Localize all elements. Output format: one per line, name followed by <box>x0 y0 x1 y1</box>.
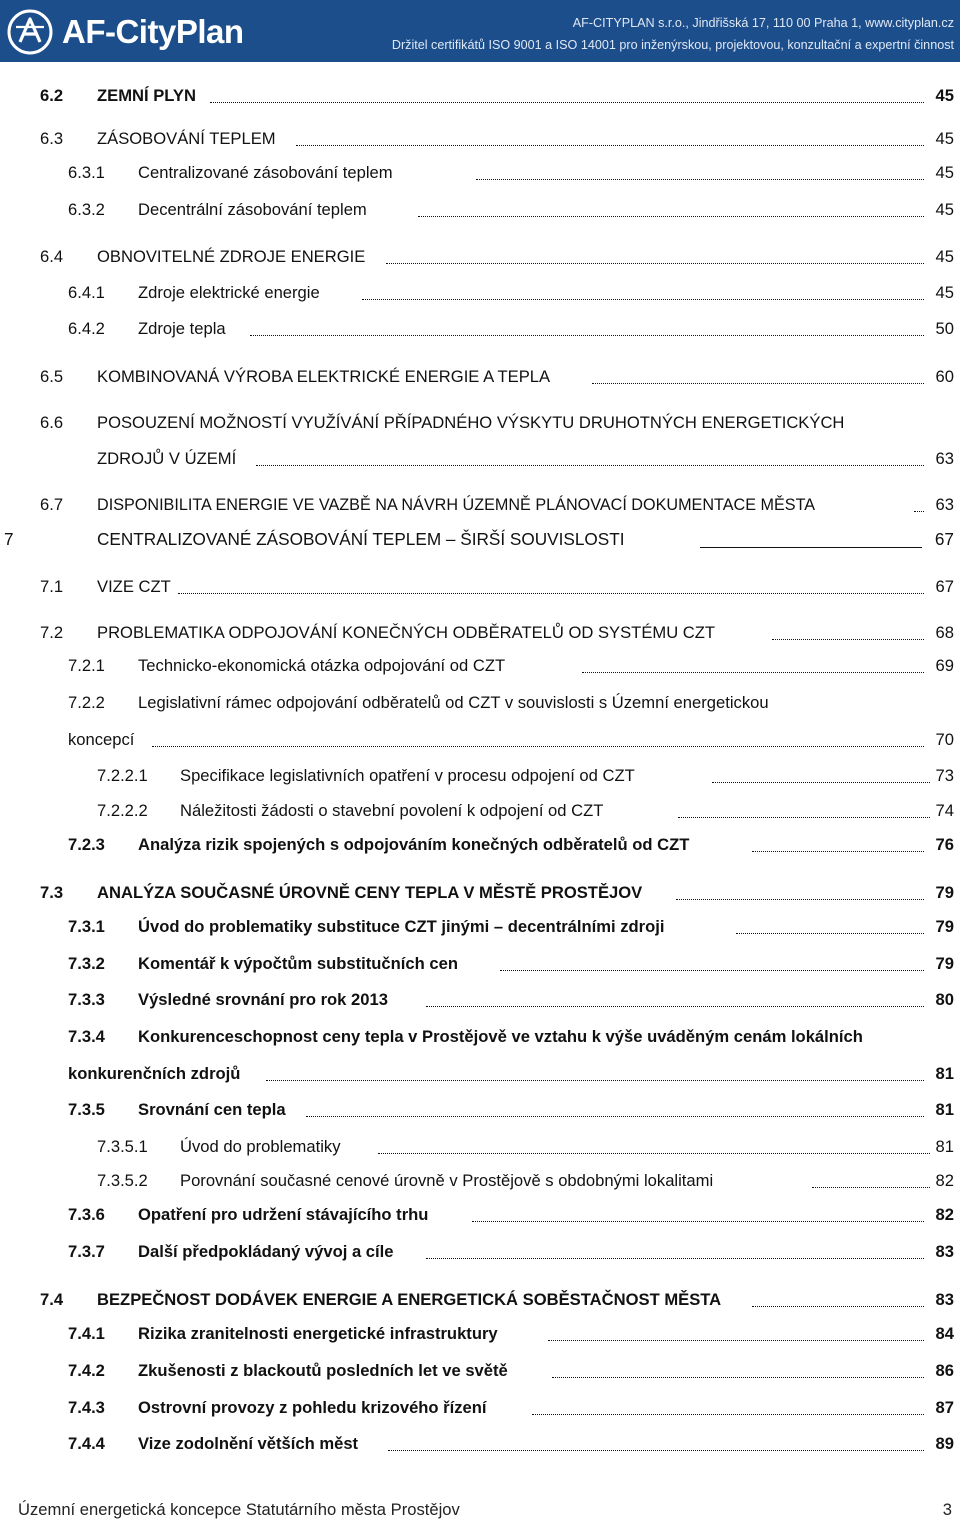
toc-entry[interactable] <box>0 244 960 270</box>
toc-title: Vize zodolnění větších měst <box>138 1434 359 1453</box>
company-address: AF-CITYPLAN s.r.o., Jindřišská 17, 110 00 Praha 1, www.cityplan.cz <box>572 16 954 30</box>
toc-title: Další předpokládaný vývoj a cíle <box>138 1242 394 1261</box>
toc-entry[interactable] <box>0 410 960 436</box>
toc-number: 7.3.5.2 <box>97 1171 148 1190</box>
toc-title: Komentář k výpočtům substitučních cen <box>138 954 458 973</box>
dot-leader <box>752 1306 924 1307</box>
toc-entry[interactable] <box>0 316 960 342</box>
toc-number: 6.4 <box>40 247 64 266</box>
toc-entry[interactable] <box>0 126 960 152</box>
toc-number: 7.2.1 <box>68 656 105 675</box>
toc-entry[interactable] <box>0 1134 960 1160</box>
toc-number: 7.2 <box>40 623 64 642</box>
dot-leader <box>678 817 930 818</box>
toc-entry[interactable] <box>0 280 960 306</box>
toc-number: 7.3.2 <box>68 954 105 973</box>
toc-entry[interactable] <box>0 160 960 186</box>
toc-page: 87 <box>935 1398 954 1417</box>
toc-number: 7.1 <box>40 577 64 596</box>
toc-page: 45 <box>935 86 954 105</box>
dot-leader <box>676 899 924 900</box>
toc-entry[interactable] <box>0 1321 960 1347</box>
dot-leader <box>418 216 924 217</box>
toc-page: 79 <box>935 954 954 973</box>
toc-number: 7.3.4 <box>68 1027 105 1046</box>
toc-title-continued: koncepcí <box>68 730 135 749</box>
toc-page: 81 <box>935 1064 954 1083</box>
toc-number: 6.3.1 <box>68 163 105 182</box>
toc-title: Konkurenceschopnost ceny tepla v Prostějově ve vztahu k výše uváděným cenám lokálních <box>138 1027 863 1046</box>
toc-title: Ostrovní provozy z pohledu krizového řízení <box>138 1398 487 1417</box>
toc-number: 7.2.2.2 <box>97 801 148 820</box>
toc-page: 45 <box>935 200 954 219</box>
toc-number: 7.4.2 <box>68 1361 105 1380</box>
toc-title: PROBLEMATIKA ODPOJOVÁNÍ KONEČNÝCH ODBĚRATELŮ OD SYSTÉMU CZT <box>97 623 716 642</box>
toc-entry[interactable] <box>0 574 960 600</box>
toc-number: 7.2.2 <box>68 693 105 712</box>
toc-entry[interactable] <box>0 763 960 789</box>
toc-number: 6.3.2 <box>68 200 105 219</box>
toc-number: 7.4.1 <box>68 1324 105 1343</box>
toc-page: 81 <box>935 1137 954 1156</box>
toc-title: Zdroje elektrické energie <box>138 283 320 302</box>
toc-entry-continued[interactable] <box>0 727 960 753</box>
toc-title: VIZE CZT <box>97 577 171 596</box>
dot-leader <box>266 1080 924 1081</box>
toc-number: 6.7 <box>40 495 64 514</box>
toc-title-continued: konkurenčních zdrojů <box>68 1064 241 1083</box>
toc-page: 80 <box>935 990 954 1009</box>
toc-page: 79 <box>935 917 954 936</box>
dot-leader <box>476 179 924 180</box>
dot-leader <box>256 465 924 466</box>
toc-title: ZEMNÍ PLYN <box>97 86 196 105</box>
toc-title: Výsledné srovnání pro rok 2013 <box>138 990 388 1009</box>
toc-title-continued: ZDROJŮ V ÚZEMÍ <box>97 449 237 468</box>
toc-entry[interactable] <box>0 1395 960 1421</box>
toc-entry[interactable] <box>0 1431 960 1457</box>
dot-leader <box>296 145 924 146</box>
toc-entry[interactable] <box>0 987 960 1013</box>
toc-number: 7.3.7 <box>68 1242 105 1261</box>
toc-entry[interactable] <box>0 1097 960 1123</box>
footer-document-title: Územní energetická koncepce Statutárního města Prostějov <box>18 1500 460 1519</box>
dot-leader <box>152 746 924 747</box>
toc-entry[interactable] <box>0 951 960 977</box>
toc-number: 7.3.3 <box>68 990 105 1009</box>
toc-title: KOMBINOVANÁ VÝROBA ELEKTRICKÉ ENERGIE A TEPLA <box>97 367 551 386</box>
toc-entry[interactable] <box>0 880 960 906</box>
toc-title: Centralizované zásobování teplem <box>138 163 393 182</box>
dot-leader <box>210 102 924 103</box>
toc-number: 7.4 <box>40 1290 64 1309</box>
toc-entry[interactable] <box>0 526 960 552</box>
dot-leader <box>426 1006 924 1007</box>
toc-entry[interactable] <box>0 653 960 679</box>
toc-page: 63 <box>935 449 954 468</box>
dot-leader <box>388 1450 924 1451</box>
toc-page: 83 <box>935 1290 954 1309</box>
toc-title: Úvod do problematiky <box>180 1137 341 1156</box>
toc-page: 83 <box>935 1242 954 1261</box>
toc-page: 45 <box>935 247 954 266</box>
dot-leader <box>500 970 924 971</box>
toc-entry[interactable] <box>0 832 960 858</box>
toc-page: 50 <box>935 319 954 338</box>
dot-leader <box>472 1221 924 1222</box>
dot-leader <box>386 263 924 264</box>
dot-leader <box>812 1187 930 1188</box>
toc-title: ANALÝZA SOUČASNÉ ÚROVNĚ CENY TEPLA V MĚSTĚ PROSTĚJOV <box>97 883 643 902</box>
toc-page: 73 <box>935 766 954 785</box>
footer-page-number: 3 <box>942 1500 952 1519</box>
dot-leader <box>552 1377 924 1378</box>
toc-page: 79 <box>935 883 954 902</box>
toc-number: 7.2.2.1 <box>97 766 148 785</box>
toc-title: Úvod do problematiky substituce CZT jinými – decentrálními zdroji <box>138 917 665 936</box>
dot-leader <box>362 299 924 300</box>
toc-number: 7.3.1 <box>68 917 105 936</box>
toc-page: 74 <box>935 801 954 820</box>
toc-title: Zdroje tepla <box>138 319 226 338</box>
dot-leader <box>532 1414 924 1415</box>
toc-page: 82 <box>935 1171 954 1190</box>
dot-leader <box>378 1153 930 1154</box>
solid-leader <box>700 547 922 548</box>
toc-page: 81 <box>935 1100 954 1119</box>
toc-entry[interactable] <box>0 1168 960 1194</box>
toc-title: Srovnání cen tepla <box>138 1100 286 1119</box>
toc-title: OBNOVITELNÉ ZDROJE ENERGIE <box>97 247 366 266</box>
toc-entry[interactable] <box>0 1239 960 1265</box>
toc-page: 84 <box>935 1324 954 1343</box>
toc-entry[interactable] <box>0 1024 960 1050</box>
toc-number: 7.3.6 <box>68 1205 105 1224</box>
toc-title: Rizika zranitelnosti energetické infrastruktury <box>138 1324 498 1343</box>
toc-page: 68 <box>935 623 954 642</box>
toc-entry-continued[interactable] <box>0 446 960 472</box>
toc-number: 6.4.1 <box>68 283 105 302</box>
toc-page: 63 <box>935 495 954 514</box>
toc-number: 7 <box>4 529 14 549</box>
toc-page: 45 <box>935 283 954 302</box>
toc-number: 7.4.3 <box>68 1398 105 1417</box>
toc-page: 89 <box>935 1434 954 1453</box>
toc-entry[interactable] <box>0 690 960 716</box>
toc-title: Technicko-ekonomická otázka odpojování od CZT <box>138 656 506 675</box>
dot-leader <box>592 383 924 384</box>
toc-title: POSOUZENÍ MOŽNOSTÍ VYUŽÍVÁNÍ PŘÍPADNÉHO VÝSKYTU DRUHOTNÝCH ENERGETICKÝCH <box>97 413 845 432</box>
page-footer <box>0 1486 960 1522</box>
dot-leader <box>548 1340 924 1341</box>
toc-page: 60 <box>935 367 954 386</box>
toc-entry-continued[interactable] <box>0 1061 960 1087</box>
toc-title: Decentrální zásobování teplem <box>138 200 367 219</box>
dot-leader <box>772 639 924 640</box>
dot-leader <box>736 933 924 934</box>
toc-title: Zkušenosti z blackoutů posledních let ve světě <box>138 1361 508 1380</box>
toc-title: ZÁSOBOVÁNÍ TEPLEM <box>97 129 276 148</box>
toc-title: Analýza rizik spojených s odpojováním konečných odběratelů od CZT <box>138 835 690 854</box>
toc-number: 7.2.3 <box>68 835 105 854</box>
dot-leader <box>914 511 924 512</box>
toc-page: 82 <box>935 1205 954 1224</box>
toc-entry[interactable] <box>0 197 960 223</box>
toc-title: Náležitosti žádosti o stavební povolení k odpojení od CZT <box>180 801 604 820</box>
dot-leader <box>712 782 930 783</box>
toc-title: Specifikace legislativních opatření v procesu odpojení od CZT <box>180 766 635 785</box>
toc-page: 76 <box>935 835 954 854</box>
toc-title: Porovnání současné cenové úrovně v Prostějově s obdobnými lokalitami <box>180 1171 714 1190</box>
toc-page: 45 <box>935 129 954 148</box>
logo-text: AF-CityPlan <box>62 13 244 50</box>
toc-entry[interactable] <box>0 914 960 940</box>
dot-leader <box>426 1258 924 1259</box>
toc-entry[interactable] <box>0 364 960 390</box>
toc-entry[interactable] <box>0 83 960 109</box>
toc-number: 7.3 <box>40 883 64 902</box>
dot-leader <box>582 672 924 673</box>
certificate-line: Držitel certifikátů ISO 9001 a ISO 14001 pro inženýrskou, projektovou, konzultační a expertní činnost <box>391 38 954 52</box>
toc-number: 6.5 <box>40 367 64 386</box>
toc-entry[interactable] <box>0 1358 960 1384</box>
toc-number: 7.3.5 <box>68 1100 105 1119</box>
toc-title: CENTRALIZOVANÉ ZÁSOBOVÁNÍ TEPLEM – ŠIRŠÍ SOUVISLOSTI <box>97 529 625 549</box>
dot-leader <box>306 1116 924 1117</box>
toc-number: 6.2 <box>40 86 64 105</box>
toc-entry[interactable] <box>0 620 960 646</box>
toc-page: 45 <box>935 163 954 182</box>
toc-entry[interactable] <box>0 1287 960 1313</box>
toc-page: 70 <box>935 730 954 749</box>
toc-number: 7.3.5.1 <box>97 1137 148 1156</box>
toc-title: Opatření pro udržení stávajícího trhu <box>138 1205 429 1224</box>
toc-entry[interactable] <box>0 492 960 518</box>
toc-title: Legislativní rámec odpojování odběratelů od CZT v souvislosti s Územní energetickou <box>138 693 769 712</box>
toc-page: 86 <box>935 1361 954 1380</box>
toc-page: 69 <box>935 656 954 675</box>
dot-leader <box>178 593 924 594</box>
toc-title: DISPONIBILITA ENERGIE VE VAZBĚ NA NÁVRH ÚZEMNĚ PLÁNOVACÍ DOKUMENTACE MĚSTA <box>97 496 816 514</box>
toc-title: BEZPEČNOST DODÁVEK ENERGIE A ENERGETICKÁ SOBĚSTAČNOST MĚSTA <box>97 1290 722 1309</box>
toc-number: 6.4.2 <box>68 319 105 338</box>
toc-number: 6.3 <box>40 129 64 148</box>
toc-page: 67 <box>935 577 954 596</box>
toc-number: 7.4.4 <box>68 1434 105 1453</box>
toc-entry[interactable] <box>0 798 960 824</box>
toc-entry[interactable] <box>0 1202 960 1228</box>
toc-number: 6.6 <box>40 413 64 432</box>
toc-page: 67 <box>934 529 954 549</box>
dot-leader <box>752 851 924 852</box>
dot-leader <box>250 335 924 336</box>
